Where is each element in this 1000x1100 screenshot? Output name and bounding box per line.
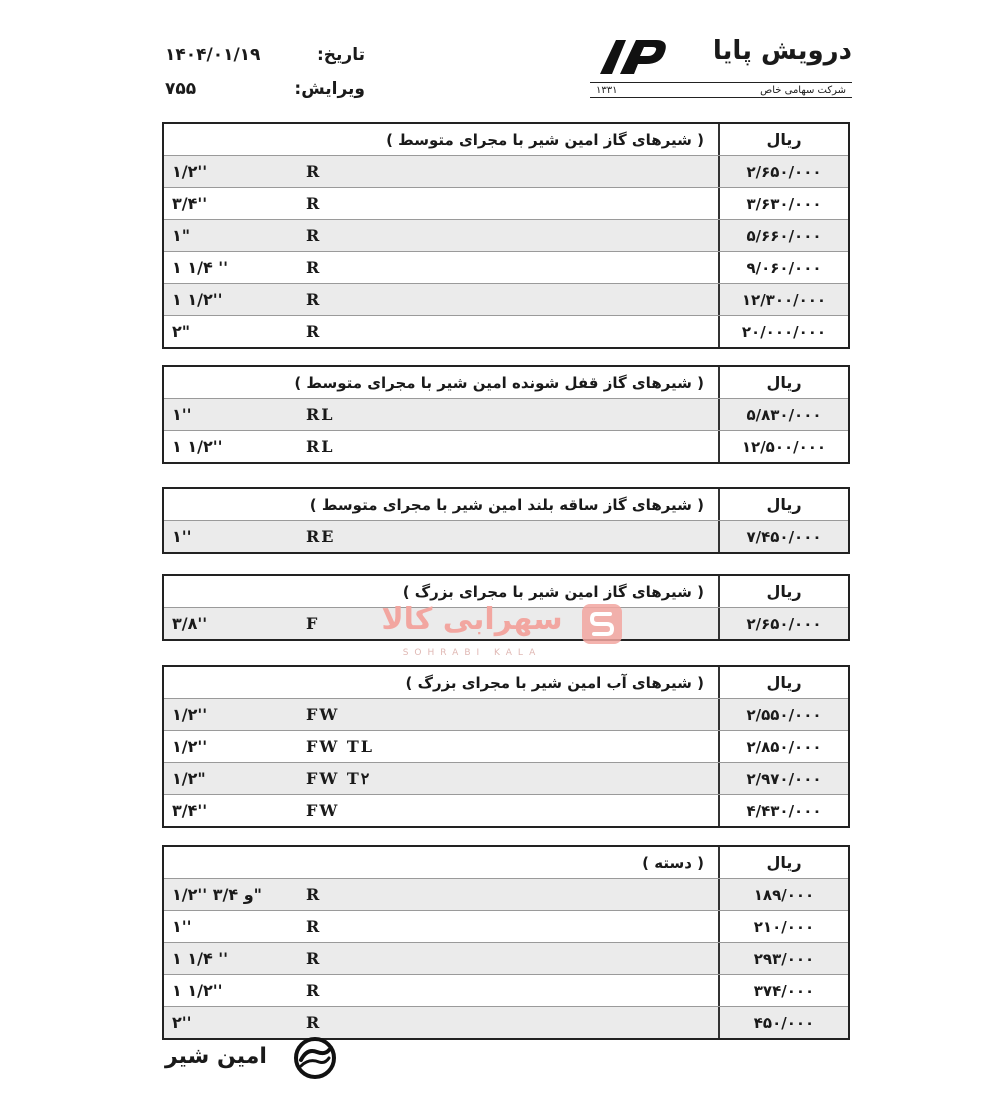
table-row (164, 698, 848, 730)
size-cell: ۲" (172, 322, 191, 341)
price-cell: ۱۲/۵۰۰/۰۰۰ (741, 437, 827, 456)
code-cell: FW T۲ (306, 769, 370, 788)
code-cell: R (306, 885, 322, 904)
size-cell: ۱ ۱/۲'' (172, 437, 223, 456)
code-cell: R (306, 258, 322, 277)
table-title: ( شیرهای گاز قفل شونده امین شیر با مجرای متوسط ) (294, 373, 704, 392)
price-cell: ۵/۸۳۰/۰۰۰ (746, 405, 822, 424)
size-cell: ۱'' (172, 527, 192, 546)
table-title: ( شیرهای گاز امین شیر با مجرای بزرگ ) (402, 582, 704, 601)
code-cell: R (306, 322, 322, 341)
price-cell: ۲۱۰/۰۰۰ (753, 917, 815, 936)
size-cell: ۱ ۱/۲'' (172, 290, 223, 309)
code-cell: F (306, 614, 320, 633)
code-cell: RL (306, 437, 335, 456)
company-brand (590, 30, 852, 98)
code-cell: RL (306, 405, 335, 424)
date-label: تاریخ: (317, 45, 365, 65)
table-header (164, 847, 848, 878)
size-cell: ۱/۲" (172, 769, 206, 788)
code-cell: FW TL (306, 737, 375, 756)
price-cell: ۱۸۹/۰۰۰ (753, 885, 815, 904)
code-cell: R (306, 162, 322, 181)
size-cell: ۱ ۱/۴ '' (172, 949, 229, 968)
price-table-gas-valves-large (162, 574, 850, 641)
table-row (164, 251, 848, 283)
table-row (164, 762, 848, 794)
price-table-lockable-gas-valves (162, 365, 850, 464)
price-cell: ۲/۶۵۰/۰۰۰ (746, 614, 822, 633)
watermark-text: سهرابی کالا (381, 602, 563, 637)
date-value: ۱۴۰۴/۰۱/۱۹ (165, 45, 261, 65)
table-row (164, 942, 848, 974)
price-cell: ۳۷۴/۰۰۰ (753, 981, 815, 1000)
table-row (164, 398, 848, 430)
table-row (164, 219, 848, 251)
currency-label: ریال (766, 495, 802, 514)
price-table-long-stem-gas-valves (162, 487, 850, 554)
price-cell: ۴/۴۳۰/۰۰۰ (746, 801, 822, 820)
size-cell: ۱ ۱/۲'' (172, 981, 223, 1000)
price-cell: ۹/۰۶۰/۰۰۰ (746, 258, 822, 277)
table-header (164, 667, 848, 698)
edition-value: ۷۵۵ (165, 79, 197, 99)
currency-label: ریال (766, 373, 802, 392)
footer-brand (165, 1036, 337, 1080)
table-header (164, 489, 848, 520)
size-cell: ۲'' (172, 1013, 192, 1032)
company-year: ۱۳۳۱ (596, 84, 618, 96)
code-cell: R (306, 194, 322, 213)
company-type: شرکت سهامی خاص (760, 84, 846, 96)
price-cell: ۳/۶۳۰/۰۰۰ (746, 194, 822, 213)
table-row (164, 155, 848, 187)
code-cell: R (306, 981, 322, 1000)
code-cell: R (306, 1013, 322, 1032)
price-cell: ۲/۵۵۰/۰۰۰ (746, 705, 822, 724)
table-row (164, 283, 848, 315)
currency-label: ریال (766, 853, 802, 872)
size-cell: ۱" (172, 226, 191, 245)
code-cell: R (306, 917, 322, 936)
table-title: ( شیرهای گاز ساقه بلند امین شیر با مجرای متوسط ) (309, 495, 704, 514)
size-cell: ۱'' (172, 405, 192, 424)
size-cell: ۳/۴'' (172, 801, 208, 820)
company-subtitle-bar (590, 82, 852, 98)
table-title: ( دسته ) (642, 853, 704, 872)
table-row (164, 878, 848, 910)
edition-label: ویرایش: (294, 79, 365, 99)
table-row (164, 187, 848, 219)
table-title: ( شیرهای آب امین شیر با مجرای بزرگ ) (405, 673, 704, 692)
price-cell: ۲۹۳/۰۰۰ (753, 949, 815, 968)
amin-shir-logo-icon (293, 1036, 337, 1080)
code-cell: RE (306, 527, 336, 546)
table-row (164, 794, 848, 826)
price-cell: ۲۰/۰۰۰/۰۰۰ (741, 322, 827, 341)
currency-label: ریال (766, 673, 802, 692)
company-name: درویش پایا (712, 36, 852, 66)
table-row (164, 430, 848, 462)
company-logo-icon (590, 34, 674, 76)
document-meta (165, 38, 365, 106)
size-cell: ۱/۲'' (172, 162, 208, 181)
price-cell: ۵/۶۶۰/۰۰۰ (746, 226, 822, 245)
size-cell: ۱ ۱/۴ '' (172, 258, 229, 277)
size-cell: ۱'' (172, 917, 192, 936)
table-row (164, 315, 848, 347)
code-cell: R (306, 949, 322, 968)
table-header (164, 367, 848, 398)
watermark-subtext: SOHRABI KALA (402, 648, 542, 658)
table-row (164, 974, 848, 1006)
size-cell: ۳/۴'' (172, 194, 208, 213)
price-table-handles (162, 845, 850, 1040)
price-table-gas-valves-medium (162, 122, 850, 349)
table-row (164, 607, 848, 639)
currency-label: ریال (766, 130, 802, 149)
size-cell: ۱/۲'' (172, 705, 208, 724)
table-row (164, 520, 848, 552)
price-cell: ۲/۹۷۰/۰۰۰ (746, 769, 822, 788)
size-cell: ۳/۸'' (172, 614, 208, 633)
table-row (164, 1006, 848, 1038)
table-header (164, 576, 848, 607)
price-cell: ۱۲/۳۰۰/۰۰۰ (741, 290, 827, 309)
price-table-water-valves-large (162, 665, 850, 828)
table-row (164, 730, 848, 762)
price-cell: ۲/۸۵۰/۰۰۰ (746, 737, 822, 756)
price-cell: ۲/۶۵۰/۰۰۰ (746, 162, 822, 181)
table-row (164, 910, 848, 942)
edition-line (165, 72, 365, 106)
code-cell: R (306, 290, 322, 309)
size-cell: ۱/۲'' و ۳/۴" (172, 885, 262, 904)
code-cell: FW (306, 801, 340, 820)
date-line (165, 38, 365, 72)
price-cell: ۷/۴۵۰/۰۰۰ (746, 527, 822, 546)
footer-logo-text: امین شیر (165, 1044, 267, 1069)
code-cell: FW (306, 705, 340, 724)
table-header (164, 124, 848, 155)
price-cell: ۴۵۰/۰۰۰ (753, 1013, 815, 1032)
size-cell: ۱/۲'' (172, 737, 208, 756)
code-cell: R (306, 226, 322, 245)
table-title: ( شیرهای گاز امین شیر با مجرای متوسط ) (386, 130, 704, 149)
currency-label: ریال (766, 582, 802, 601)
